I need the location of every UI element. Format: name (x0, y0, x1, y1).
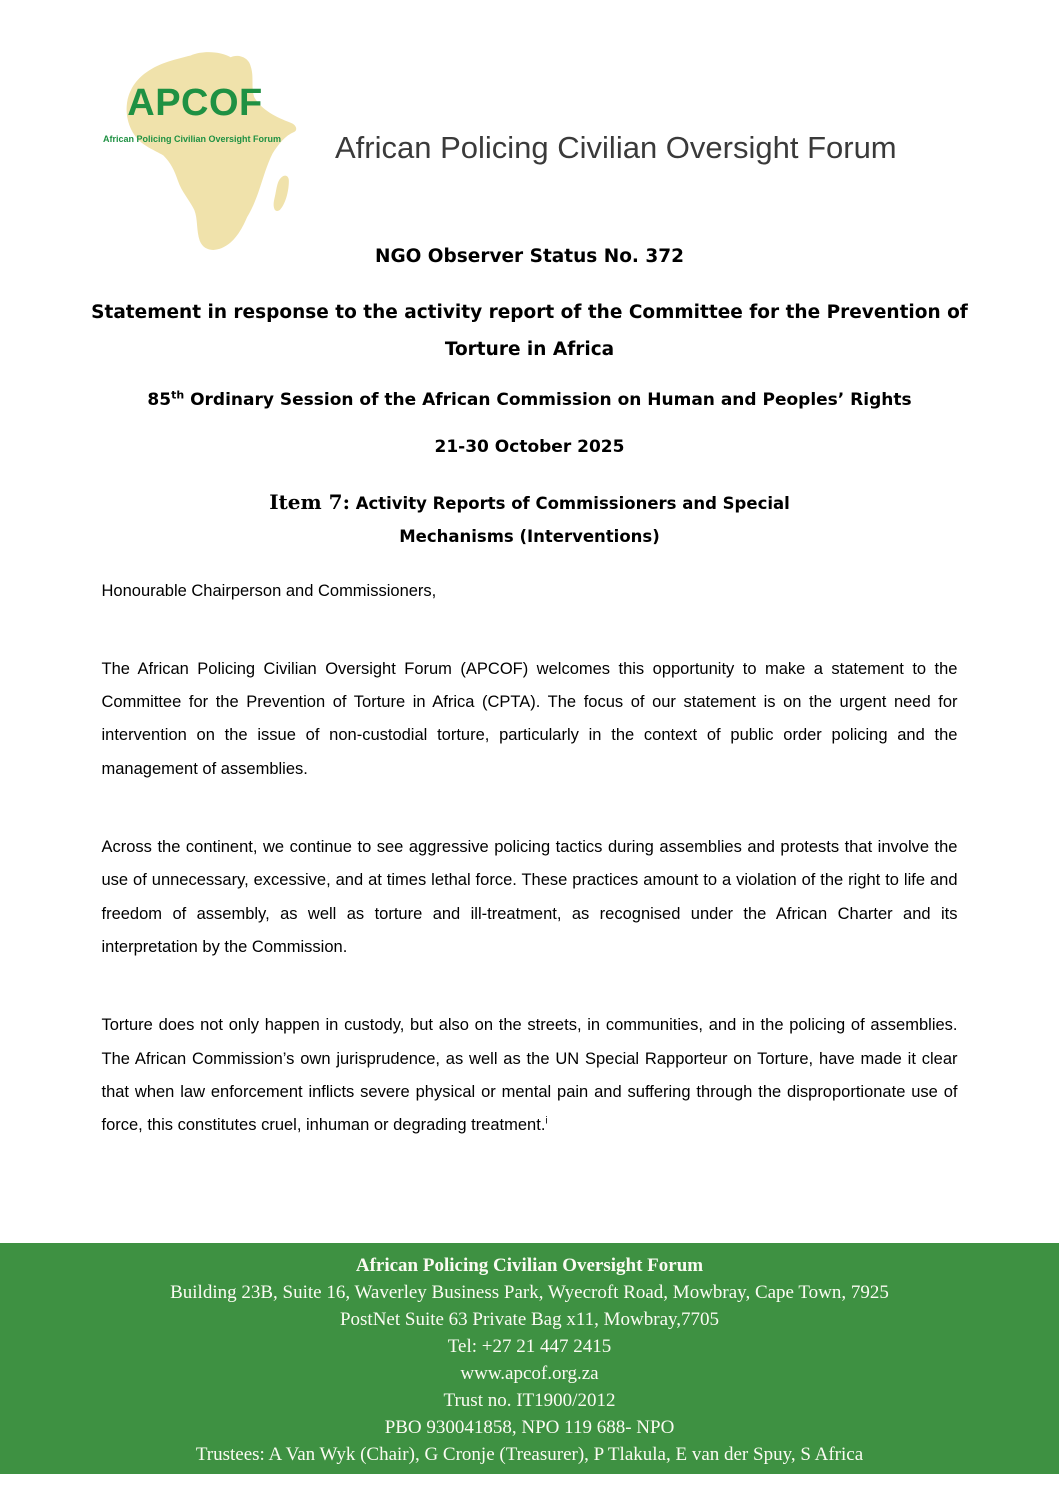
africa-map-icon (110, 50, 315, 250)
footer-trustees: Trustees: A Van Wyk (Chair), G Cronje (Treasurer), P Tlakula, E van der Spuy, S Africa (195, 1444, 864, 1465)
footer-org-name: African Policing Civilian Oversight Forum (355, 1255, 704, 1276)
observer-status-heading: NGO Observer Status No. 372 (374, 246, 685, 267)
session-ordinal-suffix: th (171, 388, 185, 402)
agenda-item-label: Item 7: (269, 490, 350, 515)
apcof-logo (102, 50, 315, 250)
session-heading (87, 385, 972, 416)
salutation: Honourable Chairperson and Commissioners, (101, 581, 437, 600)
org-title: African Policing Civilian Oversight Forum (335, 130, 897, 165)
paragraph-3 (102, 1009, 958, 1142)
paragraph-3-text: Torture does not only happen in custody, but also on the streets, in communities, and in the policing of assemblies. The African Commission’s own jurisprudence, as well as the UN Special Rapporteur on Torture, have made it clear that when law enforcement inflicts severe physical or mental pain and suffering through the disproportionate use of force, this constitutes cruel, inhuman or degrading treatment. (101, 1016, 958, 1135)
statement-title-heading: Statement in response to the activity report of the Committee for the Prevention of Torture in Africa (91, 302, 968, 360)
paragraph-1: The African Policing Civilian Oversight Forum (APCOF) welcomes this opportunity to make a statement to the Committee for the Prevention of Torture in Africa (CPTA). The focus of our statement is on the urgent need for intervention on the issue of non-custodial torture, particularly in the context of public order policing and the management of assemblies. (101, 659, 958, 778)
session-number: 85 (147, 390, 172, 410)
letterhead (0, 0, 1059, 208)
session-title-rest: Ordinary Session of the African Commission on Human and Peoples’ Rights (184, 390, 912, 410)
paragraph-2: Across the continent, we continue to see aggressive policing tactics during assemblies and protests that involve the use of unnecessary, excessive, and at times lethal force. These practices amount to a violation of the right to life and freedom of assembly, as well as torture and ill-treatment, as recognised under the African Charter and its interpretation by the Commission. (101, 838, 958, 957)
footer-postal-address: PostNet Suite 63 Private Bag x11, Mowbray,7705 (339, 1309, 720, 1330)
footer-telephone: Tel: +27 21 447 2415 (447, 1336, 612, 1357)
agenda-item-title: Activity Reports of Commissioners and Special Mechanisms (Interventions) (349, 494, 790, 547)
footer-street-address: Building 23B, Suite 16, Waverley Business Park, Wyecroft Road, Mowbray, Cape Town, 7925 (170, 1282, 889, 1303)
agenda-item-heading (212, 483, 847, 552)
footer-website: www.apcof.org.za (460, 1363, 599, 1384)
letter-body (102, 575, 958, 1143)
footer-registration-numbers: PBO 930041858, NPO 119 688- NPO (384, 1417, 675, 1438)
logo-tagline-text: African Policing Civilian Oversight Forum (102, 134, 282, 144)
logo-acronym-text: APCOF (127, 82, 263, 124)
footer-trust-number: Trust no. IT1900/2012 (443, 1390, 616, 1411)
endnote-marker: i (545, 1115, 548, 1127)
footer-band (0, 1243, 1059, 1474)
session-dates: 21-30 October 2025 (434, 437, 625, 458)
